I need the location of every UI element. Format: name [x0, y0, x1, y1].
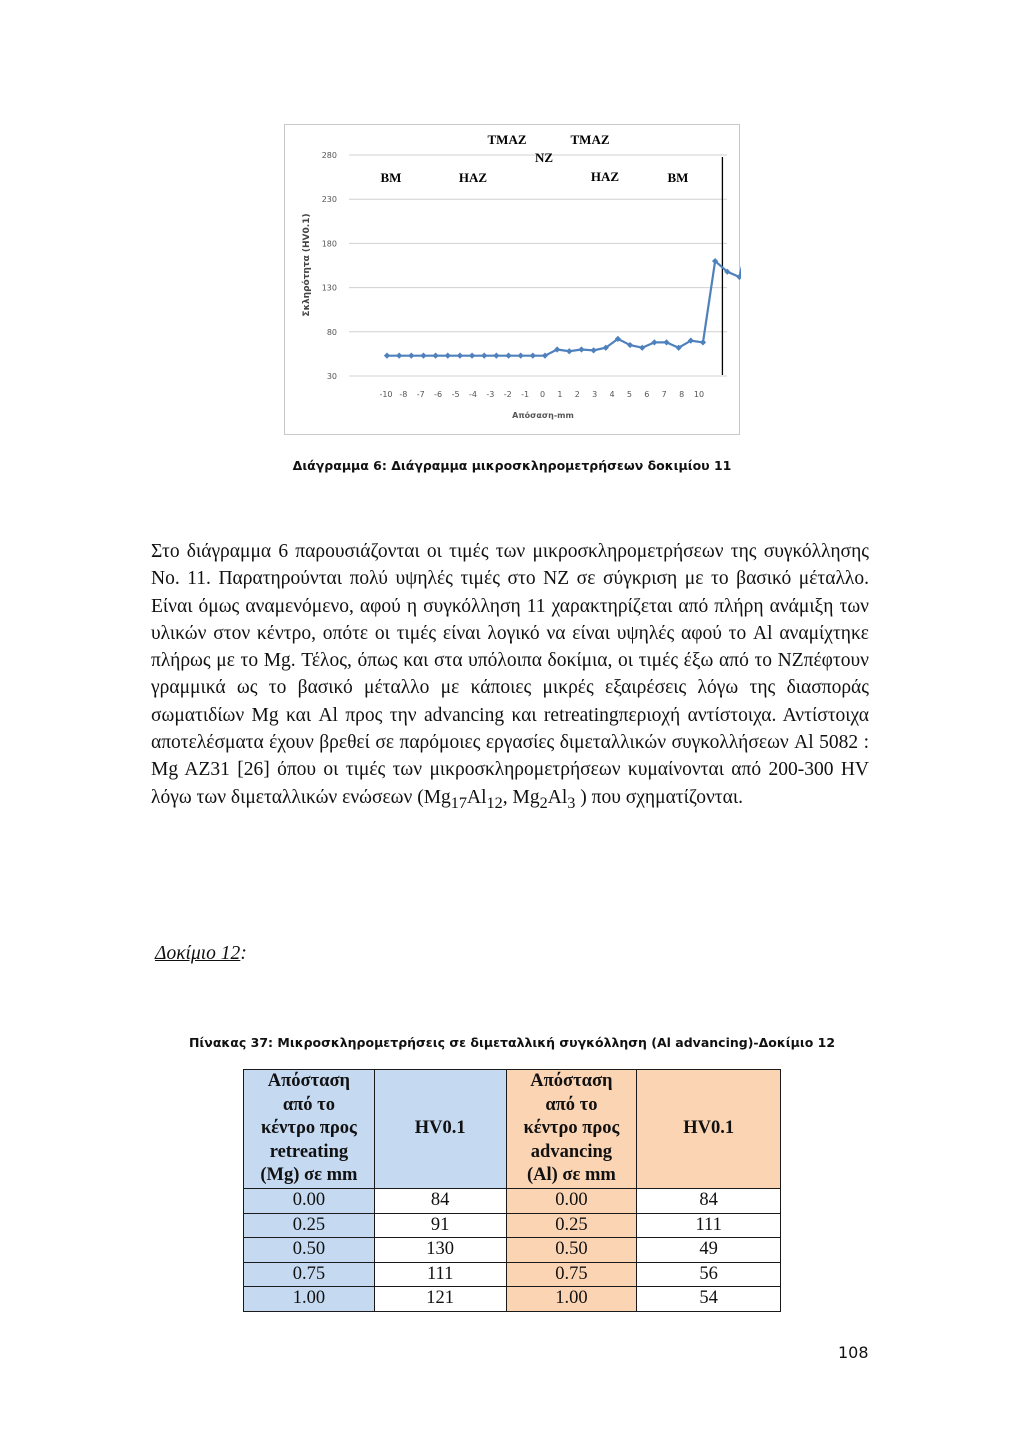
data-point [639, 345, 645, 351]
paragraph-text: Στο διάγραμμα 6 παρουσιάζονται οι τιμές των μικροσκληρομετρήσεων της συγκόλλησης No. 11. Παρατηρούνται πολύ υψηλές τιμές στο NZ σε σύγκριση με το βασικό μέταλλο. Είναι όμως αναμενόμενο, αφού η συγκόλληση 11 χαρακτηρίζεται από πλήρη ανάμιξη των υλικών στον κέντρο, οπότε οι τιμές είναι λογικό να είναι υψηλές αφού το Al αναμίχτηκε πλήρως με το Mg. Τέλος, όπως και στα υπόλοιπα δοκίμια, οι τιμές έξω από το NZπέφτουν γραμμικά ως το βασικό μέταλλο με κάποιες μικρές εξαιρέσεις λόγω της διασποράς σωματιδίων Mg και Al προς την advancing και retreatingπεριοχή αντίστοιχα. Αντίστοιχα αποτελέσματα έχουν βρεθεί σε παρόμοιες εργασίες διμεταλλικών συγκολλήσεων Al 5082 : Mg AZ31 [26] όπου οι τιμές των μικροσκληρομετρήσεων κυμαίνονται από 200-300 HV λόγω των διμεταλλικών ενώσεων ( [151, 541, 869, 808]
table-cell: 1.00 [506, 1287, 637, 1312]
section-title-text: Δοκίμιο 12 [155, 943, 241, 964]
header-line: Απόσταση [530, 1071, 613, 1092]
table-cell: 130 [374, 1238, 506, 1263]
table-cell: 54 [637, 1287, 781, 1312]
x-tick-label: 5 [626, 390, 632, 399]
x-tick-label: -8 [399, 390, 408, 399]
table-cell: 121 [374, 1287, 506, 1312]
data-point [518, 353, 524, 359]
x-tick-label: -10 [379, 390, 393, 399]
header-line: κέντρο προς [523, 1118, 620, 1139]
series-line [387, 174, 741, 355]
hardness-table [243, 1069, 781, 1312]
data-point [493, 353, 499, 359]
data-point [530, 353, 536, 359]
table-cell: 0.75 [506, 1262, 637, 1287]
zone-label: NZ [534, 150, 554, 165]
table-row [244, 1262, 781, 1287]
formula-sub-3: 3 [567, 793, 576, 812]
page-number: 108 [838, 1343, 869, 1362]
y-tick-label: 180 [321, 239, 337, 249]
header-line: (Al) σε mm [526, 1165, 616, 1186]
table-cell: 111 [637, 1213, 781, 1238]
header-line: Απόσταση [267, 1071, 351, 1092]
table-cell: 84 [374, 1189, 506, 1214]
data-point [663, 339, 669, 345]
formula-sub-2: 2 [539, 793, 548, 812]
body-paragraph [151, 538, 869, 817]
section-heading [155, 943, 247, 965]
y-tick-label: 280 [321, 151, 337, 160]
table-row [244, 1213, 781, 1238]
x-tick-label: -2 [503, 390, 512, 399]
table-row [244, 1287, 781, 1312]
data-point [469, 353, 475, 359]
figure-caption: Διάγραμμα 6: Διάγραμμα μικροσκληρομετρήσεων δοκιμίου 11 [292, 458, 732, 473]
table-cell: 0.25 [506, 1213, 637, 1238]
x-tick-label: 1 [557, 390, 563, 399]
zone-label: TMAZ [570, 132, 610, 147]
formula-sub-12: 12 [486, 793, 503, 812]
data-point [590, 347, 596, 353]
table-row [244, 1189, 781, 1214]
x-tick-label: 0 [539, 390, 546, 399]
table-cell: 49 [637, 1238, 781, 1263]
x-tick-label: 4 [609, 390, 615, 399]
x-tick-label: -7 [416, 390, 425, 399]
table-cell: 0.75 [244, 1262, 375, 1287]
data-point [566, 348, 572, 354]
data-point [384, 353, 390, 359]
zone-label: HAZ [590, 169, 620, 184]
formula-sub-17: 17 [450, 793, 468, 812]
y-tick-label: 80 [326, 327, 337, 337]
formula-mg: Mg [423, 786, 451, 808]
table-cell: 1.00 [244, 1287, 375, 1312]
zone-label: TMAZ [487, 132, 527, 147]
x-tick-label: 8 [679, 390, 685, 399]
zone-label: BM [380, 170, 402, 185]
data-point [505, 353, 511, 359]
section-colon: : [240, 943, 247, 964]
x-tick-label: -1 [521, 390, 530, 399]
formula-al: Al [467, 786, 487, 808]
header-line: από το [282, 1094, 335, 1115]
table-header-row [244, 1070, 781, 1189]
data-point [420, 353, 426, 359]
x-tick-label: 3 [592, 390, 598, 399]
table-row [244, 1238, 781, 1263]
x-tick-label: 10 [693, 390, 705, 399]
x-axis-label: Απόσαση-mm [512, 411, 574, 420]
data-point [457, 353, 463, 359]
table-cell: 0.50 [506, 1238, 637, 1263]
data-point [445, 353, 451, 359]
data-point [651, 339, 657, 345]
table-cell: 56 [637, 1262, 781, 1287]
header-line: retreating [269, 1141, 349, 1162]
formula-al2: Al [547, 786, 568, 808]
table-cell: 84 [637, 1189, 781, 1214]
zone-label: HAZ [458, 170, 488, 185]
x-tick-label: 2 [574, 390, 580, 399]
data-point [396, 353, 402, 359]
formula-mg2: Mg [512, 786, 540, 808]
header-advancing-hv: HV0.1 [637, 1070, 781, 1189]
hardness-chart [284, 124, 740, 435]
y-axis-label: Σκληρότητα (HV0.1) [302, 213, 312, 317]
y-tick-label: 230 [321, 195, 337, 205]
table-cell: 0.00 [244, 1189, 375, 1214]
header-line: (Mg) σε mm [260, 1165, 358, 1186]
zone-label: BM [667, 170, 689, 185]
header-advancing-distance [506, 1070, 637, 1189]
y-tick-label: 30 [326, 372, 337, 381]
table-cell: 0.00 [506, 1189, 637, 1214]
table-cell: 0.25 [244, 1213, 375, 1238]
data-point [578, 346, 584, 352]
x-tick-label: -4 [468, 390, 477, 399]
data-point [432, 353, 438, 359]
header-line: advancing [530, 1141, 613, 1162]
x-tick-label: 7 [661, 390, 667, 399]
x-tick-label: 6 [644, 390, 650, 399]
x-tick-label: -5 [451, 390, 460, 399]
header-line: από το [545, 1094, 598, 1115]
paragraph-end: ) που σχηματίζονται. [575, 786, 743, 808]
table-cell: 91 [374, 1213, 506, 1238]
header-retreating-hv: HV0.1 [374, 1070, 506, 1189]
y-tick-label: 130 [321, 283, 337, 293]
chart-canvas [285, 125, 741, 436]
header-retreating-distance [244, 1070, 375, 1189]
data-point [700, 339, 706, 345]
x-tick-label: -6 [434, 390, 443, 399]
header-line: κέντρο προς [260, 1118, 357, 1139]
table-cell: 111 [374, 1262, 506, 1287]
data-point [408, 353, 414, 359]
data-point [481, 353, 487, 359]
table-cell: 0.50 [244, 1238, 375, 1263]
x-tick-label: -3 [486, 390, 495, 399]
formula-comma: , [502, 786, 513, 808]
table-caption: Πίνακας 37: Μικροσκληρομετρήσεις σε διμεταλλική συγκόλληση (Al advancing)-Δοκίμιο 12 [188, 1035, 836, 1050]
